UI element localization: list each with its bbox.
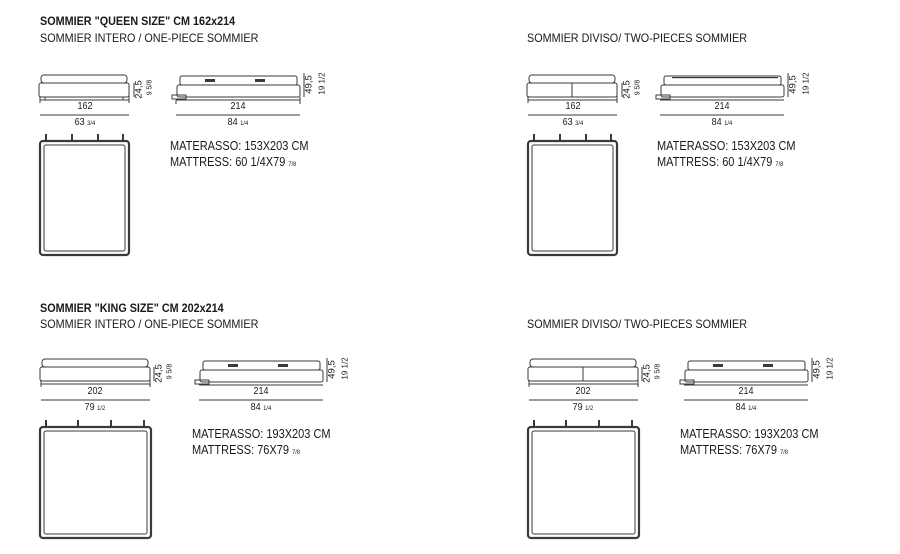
height-cm-label: 24,5 (153, 364, 165, 383)
length-cm-label: 214 (230, 101, 246, 112)
height-cm-label: 24,5 (621, 80, 633, 99)
width-cm-label: 162 (77, 101, 93, 112)
total-height-inch-label: 19 1/2 (317, 72, 327, 95)
total-height-cm-label: 49,5 (811, 360, 823, 379)
mattress-front-view (530, 359, 636, 367)
width-cm-label: 202 (575, 386, 591, 397)
mattress-inch-text: MATTRESS: 76X79 7/8 (192, 443, 301, 457)
length-inch-label: 84 1/4 (735, 402, 757, 413)
total-height-inch-label: 19 1/2 (340, 357, 350, 380)
height-inch-label: 9 5/8 (146, 79, 154, 96)
mattress-side-view (688, 361, 805, 370)
panel-title: SOMMIER "QUEEN SIZE" CM 162x214 (40, 14, 236, 28)
length-cm-label: 214 (714, 101, 730, 112)
width-cm-label: 162 (565, 101, 581, 112)
length-inch-label: 84 1/4 (227, 117, 249, 128)
panel-subtitle: SOMMIER INTERO / ONE-PIECE SOMMIER (40, 31, 259, 45)
mattress-cm-text: MATERASSO: 153X203 CM (170, 139, 309, 153)
height-cm-label: 24,5 (641, 364, 653, 383)
total-height-inch-label: 19 1/2 (825, 357, 835, 380)
mattress-top-view (532, 431, 635, 534)
width-inch-label: 79 1/2 (572, 402, 594, 413)
width-inch-label: 79 1/2 (84, 402, 106, 413)
height-inch-label: 9 5/8 (654, 363, 662, 380)
total-height-inch-label: 19 1/2 (801, 72, 811, 95)
length-inch-label: 84 1/4 (250, 402, 272, 413)
mattress-cm-text: MATERASSO: 193X203 CM (192, 427, 331, 441)
length-cm-label: 214 (738, 386, 754, 397)
mattress-inch-text: MATTRESS: 60 1/4X79 7/8 (170, 155, 297, 169)
length-cm-label: 214 (253, 386, 269, 397)
length-inch-label: 84 1/4 (711, 117, 733, 128)
panel-subtitle: SOMMIER DIVISO/ TWO-PIECES SOMMIER (527, 31, 748, 45)
sommier-top-view (528, 427, 639, 538)
mattress-inch-text: MATTRESS: 76X79 7/8 (680, 443, 789, 457)
total-height-cm-label: 49,5 (303, 75, 315, 94)
sommier-side-view (685, 370, 808, 382)
mattress-cm-text: MATERASSO: 193X203 CM (680, 427, 819, 441)
panel-subtitle: SOMMIER DIVISO/ TWO-PIECES SOMMIER (527, 317, 748, 331)
mattress-cm-text: MATERASSO: 153X203 CM (657, 139, 796, 153)
panel-subtitle: SOMMIER INTERO / ONE-PIECE SOMMIER (40, 317, 259, 331)
height-inch-label: 9 5/8 (166, 363, 174, 380)
height-inch-label: 9 5/8 (634, 79, 642, 96)
total-height-cm-label: 49,5 (787, 75, 799, 94)
mattress-inch-text: MATTRESS: 60 1/4X79 7/8 (657, 155, 784, 169)
width-cm-label: 202 (87, 386, 103, 397)
panel-title: SOMMIER "KING SIZE" CM 202x214 (40, 301, 224, 315)
width-inch-label: 63 3/4 (562, 117, 584, 128)
total-height-cm-label: 49,5 (326, 360, 338, 379)
width-inch-label: 63 3/4 (74, 117, 96, 128)
height-cm-label: 24,5 (133, 80, 145, 99)
